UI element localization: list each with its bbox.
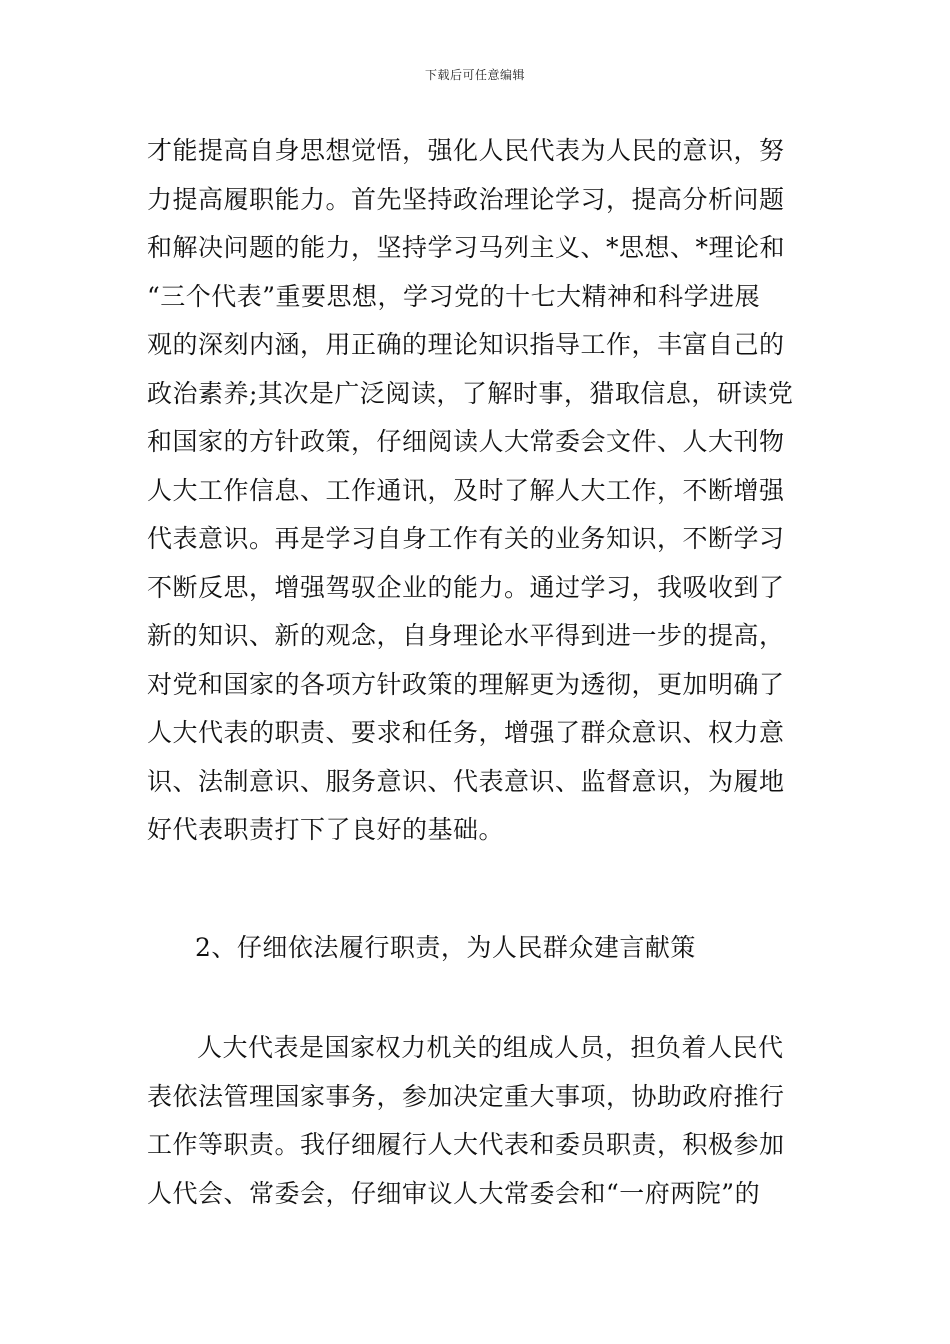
- text-line: 表依法管理国家事务，参加决定重大事项，协助政府推行: [147, 1081, 785, 1111]
- text-line: 好代表职责打下了良好的基础。: [147, 815, 505, 844]
- text-line: “三个代表”重要思想，学习党的十七大精神和科学进展: [147, 281, 761, 311]
- text-line: 工作等职责。我仔细履行人大代表和委员职责，积极参加: [147, 1130, 785, 1159]
- text-line: 人大代表的职责、要求和任务，增强了群众意识、权力意: [147, 718, 785, 747]
- text-line: 识、法制意识、服务意识、代表意识、监督意识，为履地: [147, 766, 785, 796]
- text-line: 和国家的方针政策，仔细阅读人大常委会文件、人大刊物: [147, 427, 785, 456]
- text-line: 才能提高自身思想觉悟，强化人民代表为人民的意识，努: [147, 136, 785, 165]
- text-line: 和解决问题的能力，坚持学习马列主义、*思想、*理论和: [147, 233, 786, 262]
- text-line: 对党和国家的各项方针政策的理解更为透彻，更加明确了: [147, 669, 785, 699]
- section-heading: 2、仔细依法履行职责，为人民群众建言献策: [195, 933, 696, 962]
- text-line: 人代会、常委会，仔细审议人大常委会和“一府两院”的: [147, 1178, 761, 1208]
- text-line: 观的深刻内涵，用正确的理论知识指导工作，丰富自己的: [147, 330, 785, 359]
- text-line: 力提高履职能力。首先坚持政治理论学习，提高分析问题: [147, 184, 785, 214]
- page-header: 下载后可任意编辑: [424, 68, 525, 82]
- text-line: 人大代表是国家权力机关的组成人员，担负着人民代: [197, 1033, 784, 1062]
- text-line: 代表意识。再是学习自身工作有关的业务知识，不断学习: [147, 524, 785, 553]
- paragraph-2: [147, 1024, 807, 1218]
- text-line: 政治素养;其次是广泛阅读，了解时事，猎取信息，研读党: [147, 378, 794, 408]
- text-line: 人大工作信息、工作通讯，及时了解人大工作，不断增强: [147, 475, 785, 505]
- text-line: 新的知识、新的观念，自身理论水平得到进一步的提高，: [147, 621, 785, 650]
- text-line: 不断反思，增强驾驭企业的能力。通过学习，我吸收到了: [147, 572, 785, 602]
- paragraph-1: [147, 127, 807, 855]
